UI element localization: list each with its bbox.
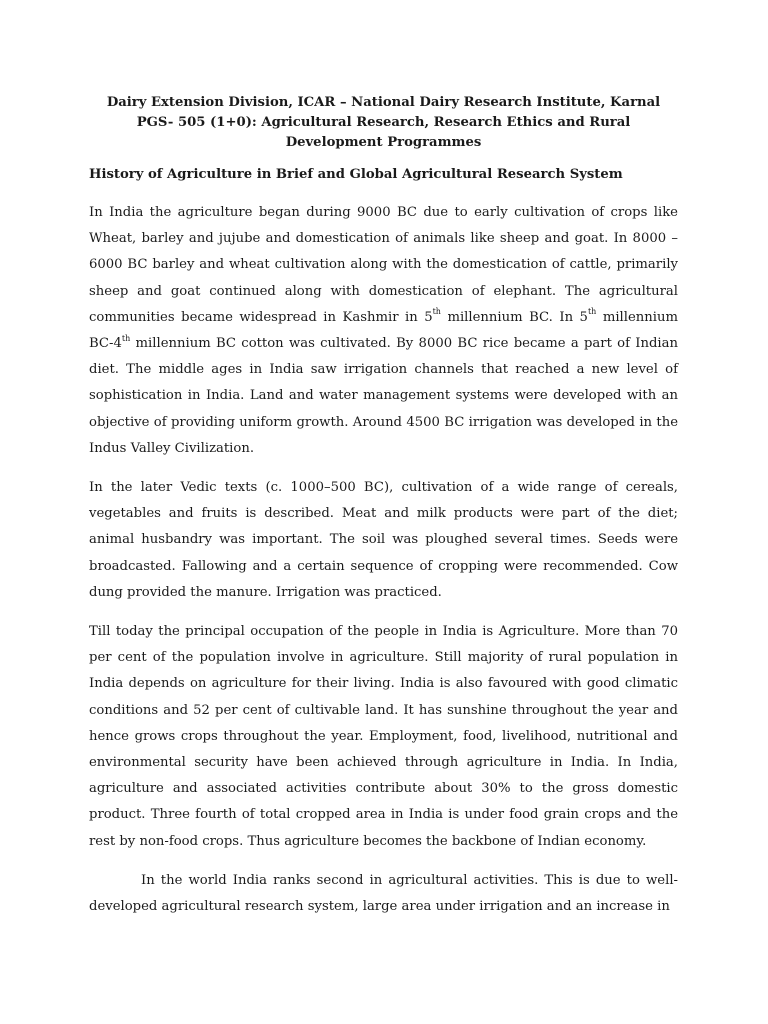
paragraph-1-text-b: millennium BC. In 5: [440, 309, 588, 325]
document-page: [89, 93, 678, 920]
superscript-th: th: [587, 307, 597, 317]
paragraph-1: [89, 200, 678, 462]
section-title: History of Agriculture in Brief and Global Agricultural Research System: [89, 167, 623, 182]
header-institution: Dairy Extension Division, ICAR – National Dairy Research Institute, Karnal: [106, 95, 661, 110]
paragraph-1-text-d: millennium BC cotton was cultivated. By 8000 BC rice became a part of Indian diet. The middle ages in India saw irrigation channels that reached a new level of sophistication in India. Land and water management systems were developed with an objective of providing uniform growth. Around 4500 BC irrigation was developed in the Indus Valley Civilization.: [89, 336, 678, 456]
superscript-th: th: [121, 333, 131, 343]
paragraph-2: In the later Vedic texts (c. 1000–500 BC), cultivation of a wide range of cereals, vegetables and fruits is described. Meat and milk products were part of the diet; animal husbandry was important. The soil was ploughed several times. Seeds were broadcasted. Fallowing and a certain sequence of cropping were recommended. Cow dung provided the manure. Irrigation was practiced.: [89, 480, 678, 600]
header-course: PGS- 505 (1+0): Agricultural Research, Research Ethics and Rural Development Programmes: [136, 115, 631, 150]
paragraph-1-text-a: In India the agriculture began during 9000 BC due to early cultivation of crops like Wheat, barley and jujube and domestication of animals like sheep and goat. In 8000 – 6000 BC barley and wheat cultivation along with the domestication of cattle, primarily sheep and goat continued along with domestication of elephant. The agricultural communities became widespread in Kashmir in 5: [89, 205, 678, 325]
paragraph-3: Till today the principal occupation of the people in India is Agriculture. More than 70 per cent of the population involve in agriculture. Still majority of rural population in India depends on agriculture for their living. India is also favoured with good climatic conditions and 52 per cent of cultivable land. It has sunshine throughout the year and hence grows crops throughout the year. Employment, food, livelihood, nutritional and environmental security have been achieved through agriculture in India. In India, agriculture and associated activities contribute about 30% to the gross domestic product. Three fourth of total cropped area in India is under food grain crops and the rest by non-food crops. Thus agriculture becomes the backbone of Indian economy.: [89, 624, 678, 849]
paragraph-4: In the world India ranks second in agricultural activities. This is due to well-developed agricultural research system, large area under irrigation and an increase in: [89, 872, 678, 915]
superscript-th: th: [432, 307, 441, 317]
paragraph-1-text-c: millennium BC-4: [89, 309, 678, 352]
